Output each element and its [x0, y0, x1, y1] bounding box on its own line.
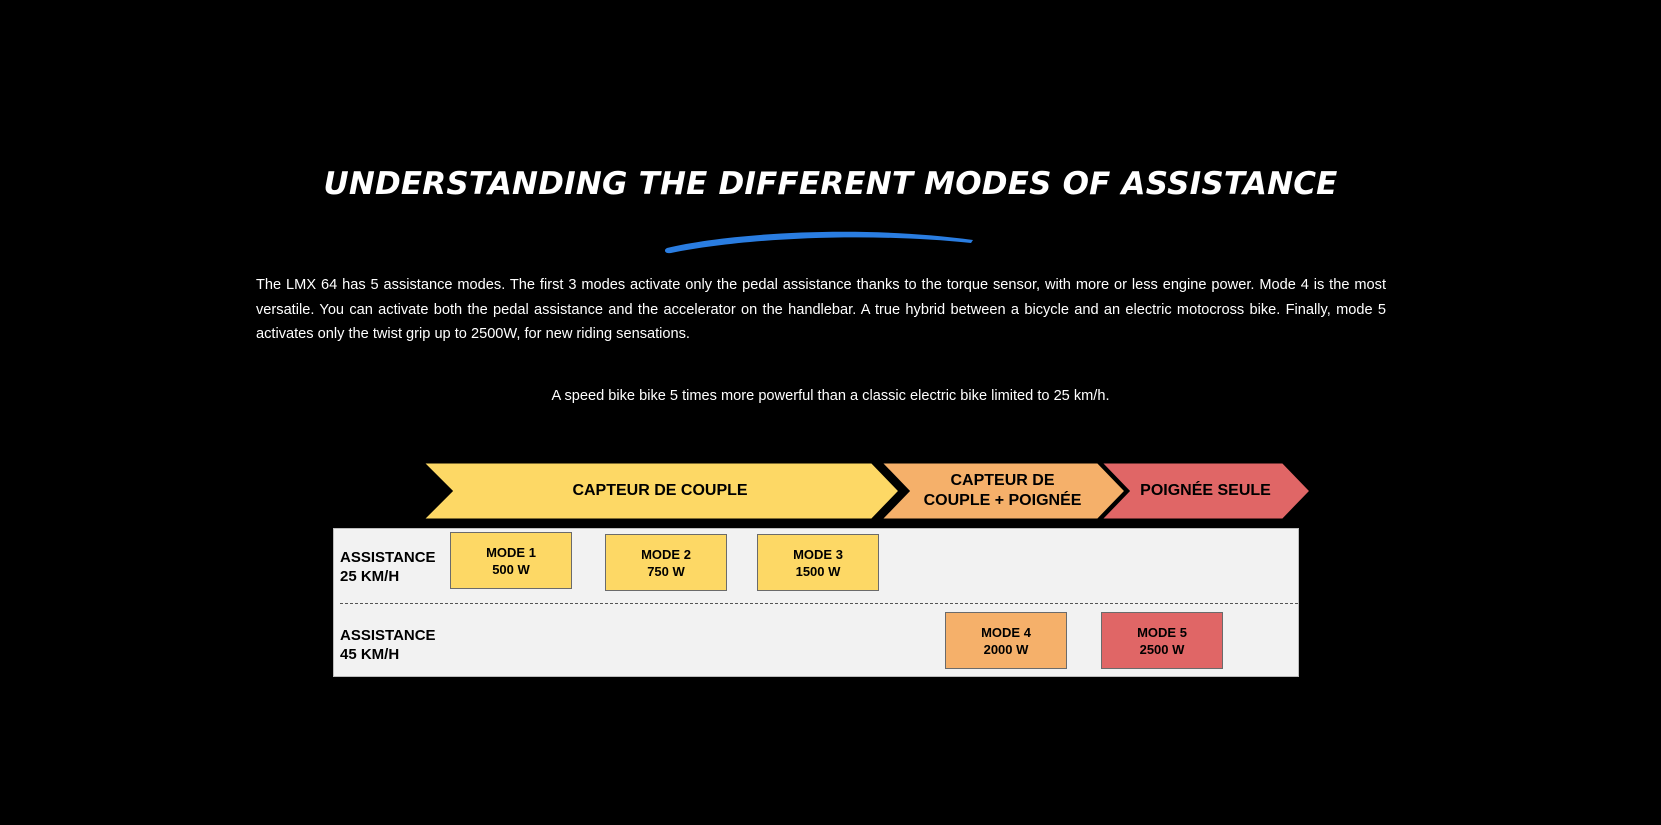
chevron-label-grip-only: POIGNÉE SEULE	[1140, 482, 1271, 499]
chevron-label-line: COUPLE + POIGNÉE	[923, 492, 1082, 509]
mode-name: MODE 4	[981, 624, 1031, 640]
row-label-45kmh	[340, 626, 436, 664]
mode-name: MODE 1	[486, 544, 536, 560]
mode-name: MODE 3	[793, 546, 843, 562]
row-label-line: 45 KM/H	[340, 646, 400, 663]
row-divider	[340, 603, 1298, 604]
mode-3-box	[757, 534, 879, 591]
row-label-line: ASSISTANCE	[340, 549, 436, 566]
mode-4-box	[945, 612, 1067, 669]
mode-name: MODE 5	[1137, 624, 1187, 640]
mode-power: 2000 W	[983, 641, 1029, 657]
row-label-line: 25 KM/H	[340, 568, 400, 585]
mode-2-box	[605, 534, 727, 591]
intro-paragraph: The LMX 64 has 5 assistance modes. The first 3 modes activate only the pedal assistance thanks to the torque sensor, with more or less engine power. Mode 4 is the most versatile. You can activate both the pedal assistance and the accelerator on the handlebar. A true hybrid between a bicycle and an electric motocross bike. Finally, mode 5 activates only the twist grip up to 2500W, for new riding sensations.	[256, 277, 1386, 342]
mode-1-box	[450, 532, 572, 589]
row-label-25kmh	[340, 548, 436, 586]
chevron-label-line: CAPTEUR DE	[950, 472, 1055, 489]
row-label-line: ASSISTANCE	[340, 627, 436, 644]
mode-power: 1500 W	[795, 563, 841, 579]
page-title: UNDERSTANDING THE DIFFERENT MODES OF ASSISTANCE	[323, 166, 1338, 202]
mode-name: MODE 2	[641, 546, 691, 562]
mode-power: 2500 W	[1139, 641, 1185, 657]
mode-power: 750 W	[647, 563, 685, 579]
mode-5-box	[1101, 612, 1223, 669]
chevron-label-torque-sensor: CAPTEUR DE COUPLE	[572, 482, 748, 499]
mode-power: 500 W	[492, 561, 530, 577]
chevron-label-torque-and-grip	[905, 471, 1100, 511]
tagline: A speed bike bike 5 times more powerful than a classic electric bike limited to 25 km/h.	[551, 388, 1110, 404]
